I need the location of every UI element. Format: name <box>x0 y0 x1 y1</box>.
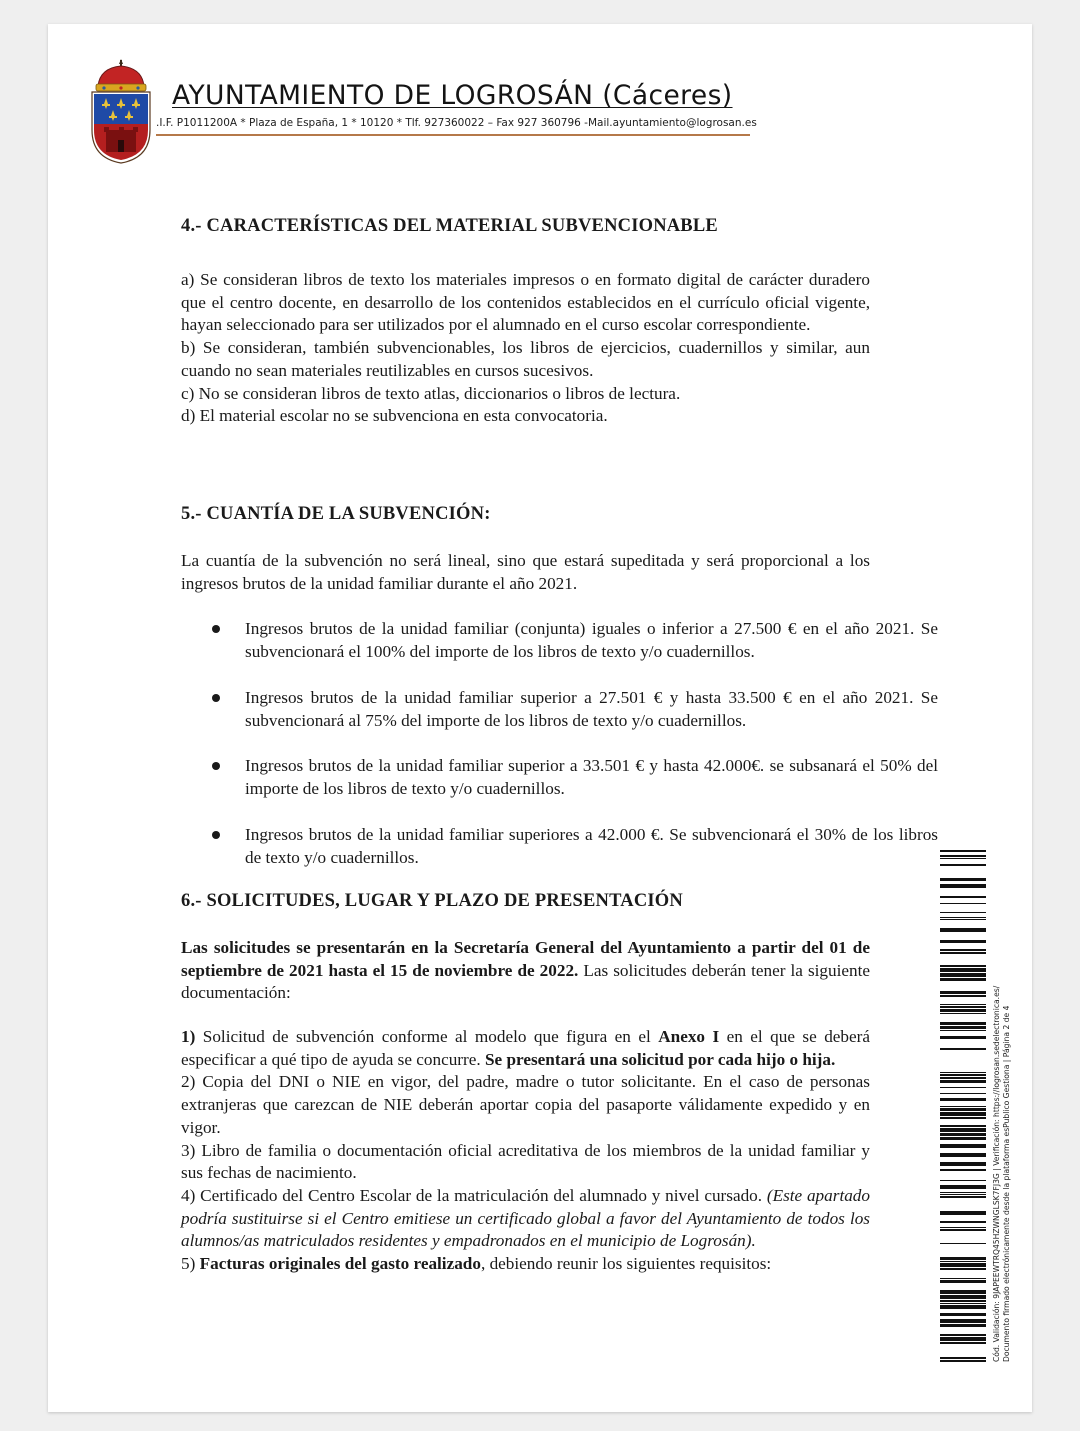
section-4-item-b: b) Se consideran, también subvencionables, los libros de ejercicios, cuadernillos y similar, aun cuando no sean materiales reutilizables en cursos sucesivos. <box>181 338 870 380</box>
section-4-item-a: a) Se consideran libros de texto los materiales impresos o en formato digital de carácter duradero que el centro docente, en desarrollo de los contenidos establecidos en el currículo oficial vigente, hayan seleccionado para ser utilizados por el alumnado en el curso escolar correspondiente. <box>181 270 870 335</box>
income-bracket-1: Ingresos brutos de la unidad familiar (conjunta) iguales o inferior a 27.500 € en el año 2021. Se subvencionará el 100% del importe de los libros de texto y/o cuadernillos. <box>245 619 938 661</box>
requirements-list <box>181 1026 870 1276</box>
annex-reference: Anexo I <box>658 1027 720 1046</box>
income-bracket-2: Ingresos brutos de la unidad familiar superior a 27.501 € y hasta 33.500 € en el año 2021. Se subvencionará al 75% del importe de los libros de texto y/o cuadernillos. <box>245 688 938 730</box>
requirement-4: 4) Certificado del Centro Escolar de la matriculación del alumnado y nivel cursado. (Este apartado podría sustituirse si el Centro emitiese un certificado global a favor del Ayuntamiento de todos los alumnos/as matriculados residentes y empadronados en el municipio de Logrosán). <box>181 1185 870 1251</box>
income-bracket-4: Ingresos brutos de la unidad familiar superiores a 42.000 €. Se subvencionará el 30% de los libros de texto y/o cuadernillos. <box>245 825 938 867</box>
bullet-icon <box>212 694 220 702</box>
submission-deadline: Las solicitudes se presentarán en la Secretaría General del Ayuntamiento a partir del 01 de septiembre de 2021 hasta el 15 de noviembre de 2022. <box>181 938 870 980</box>
requirement-3: 3) Libro de familia o documentación oficial acreditativa de los miembros de la unidad familiar y sus fechas de nacimiento. <box>181 1140 870 1183</box>
header-divider <box>156 134 750 136</box>
requirement-1: 1) Solicitud de subvención conforme al modelo que figura en el Anexo I en el que se deberá especificar a qué tipo de ayuda se concurre. Se presentará una solicitud por cada hijo o hija. <box>181 1027 870 1069</box>
requirement-5: 5) Facturas originales del gasto realizado, debiendo reunir los siguientes requisitos: <box>181 1254 772 1274</box>
income-bracket-3: Ingresos brutos de la unidad familiar superior a 33.501 € y hasta 42.000€. se subsanará el 50% del importe de los libros de texto y/o cuadernillos. <box>245 756 938 798</box>
header-contact-line: .I.F. P1011200A * Plaza de España, 1 * 10120 * Tlf. 927360022 – Fax 927 360796 -Mail.ayuntamiento@logrosan.es <box>156 117 757 129</box>
requirement-2: 2) Copia del DNI o NIE en vigor, del padre, madre o tutor solicitante. En el caso de personas extranjeras que carezcan de NIE deberán aportar copia del pasaporte válidamente expedido y en vigor. <box>181 1072 870 1137</box>
section-5-title: 5.- CUANTÍA DE LA SUBVENCIÓN: <box>181 504 491 524</box>
bullet-icon <box>212 831 220 839</box>
section-4-list <box>181 269 870 428</box>
section-4-title: 4.- CARACTERÍSTICAS DEL MATERIAL SUBVENCIONABLE <box>181 216 718 236</box>
section-5-intro: La cuantía de la subvención no será lineal, sino que estará supeditada y será proporcional a los ingresos brutos de la unidad familiar durante el año 2021. <box>181 551 870 593</box>
bullet-icon <box>212 762 220 770</box>
bullet-icon <box>212 625 220 633</box>
validation-side-text: Cód. Validación: 9JAPEEWTRQ45HZWNGLSK7FJ3G | Verificación: https://logrosan.sedelectronica.es/ Documento firmado electrónicamente desde la plataforma esPublico Gestiona | Página 2 de 4 <box>992 985 1011 1362</box>
section-4-item-c: c) No se consideran libros de texto atlas, diccionarios o libros de lectura. <box>181 383 681 403</box>
section-6-intro-rest: Las solicitudes deberán tener la siguiente documentación: <box>181 960 870 1003</box>
header-title: AYUNTAMIENTO DE LOGROSÁN (Cáceres) <box>172 80 733 111</box>
coat-of-arms-logo <box>90 58 152 164</box>
section-6-title: 6.- SOLICITUDES, LUGAR Y PLAZO DE PRESENTACIÓN <box>181 891 683 911</box>
section-6-intro <box>181 937 870 1005</box>
barcode <box>940 850 986 1362</box>
section-4-item-d: d) El material escolar no se subvenciona en esta convocatoria. <box>181 406 608 426</box>
